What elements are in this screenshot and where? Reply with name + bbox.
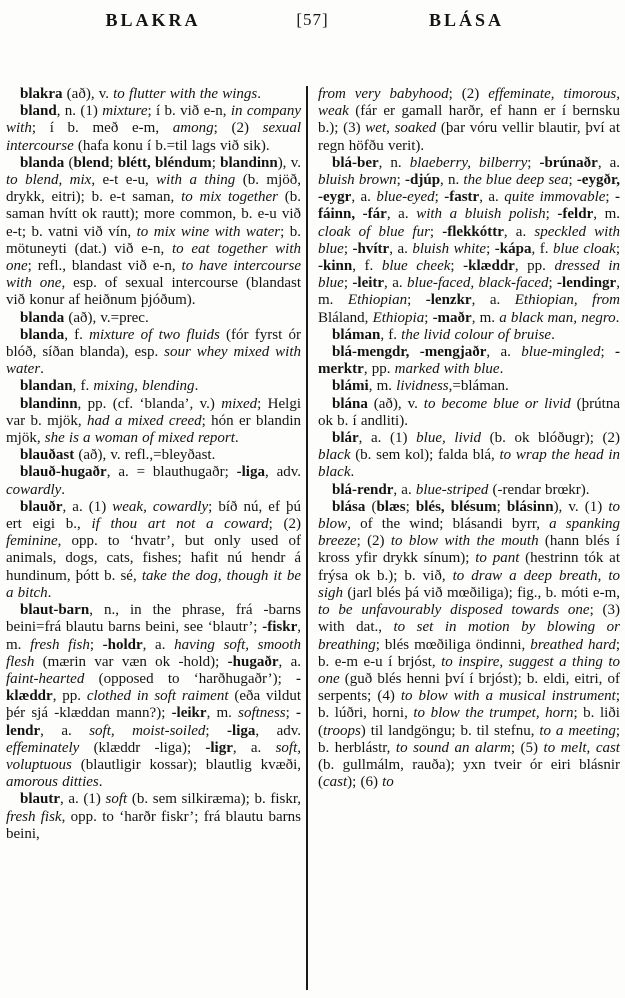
entry-segment: , a. xyxy=(232,739,276,756)
entry-segment: (blautligir kossar); blautlig kvæði, xyxy=(71,756,301,773)
entry-segment: from very babyhood xyxy=(318,86,449,102)
entry-segment: -ligr xyxy=(205,739,233,756)
entry-segment: if thou art not a coward xyxy=(91,516,269,533)
entry-segment: ; (3) with dat., xyxy=(318,602,620,636)
entry-segment: ; xyxy=(396,172,406,189)
entry-segment: quite immovable xyxy=(504,189,606,206)
entry-segment: to have intercourse with one xyxy=(6,258,302,292)
entry-segment: -eygðr, -eygr xyxy=(318,172,620,206)
entry-segment: having soft, smooth flesh xyxy=(6,636,301,670)
dictionary-entry xyxy=(6,602,301,791)
entry-segment: blanda xyxy=(20,154,65,171)
entry-segment: bland xyxy=(20,103,57,120)
entry-segment: (hestrinn tók at frýsa ok b.); b. við, xyxy=(318,550,620,584)
entry-segment: speckled with blue xyxy=(318,223,620,257)
entry-segment: ; blés mœðiliga öndinni, xyxy=(375,636,531,653)
entry-segment: , n. xyxy=(440,172,464,189)
entry-segment: , pp. xyxy=(52,688,87,705)
entry-segment: ; xyxy=(527,154,540,171)
entry-segment: to become blue or livid xyxy=(423,395,571,412)
entry-segment: blá-mengdr, -mengjaðr xyxy=(332,344,487,361)
entry-segment: , f. xyxy=(72,378,94,395)
entry-segment: . xyxy=(61,481,66,498)
entry-segment: , n. xyxy=(378,154,410,171)
entry-segment: a spanking breeze xyxy=(318,516,620,550)
page-number: [57] xyxy=(296,10,329,29)
entry-segment: blámi xyxy=(332,378,369,395)
entry-segment: ; xyxy=(285,705,297,722)
entry-segment: soft, voluptuous xyxy=(6,739,301,773)
entry-segment: (mærin var væn ok -hold); xyxy=(34,653,228,670)
entry-segment: (guð blés henni því í brjóst); b. eldi, eitri, of serpents; (4) xyxy=(318,670,620,705)
entry-segment: -lendr xyxy=(6,705,302,739)
dictionary-entry xyxy=(318,344,620,378)
entry-segment: ; xyxy=(205,722,228,739)
dictionary-entry xyxy=(6,155,301,310)
entry-segment: blend xyxy=(73,154,110,171)
entry-segment: blue-striped xyxy=(415,481,489,498)
entry-segment: effeminate, timorous, weak xyxy=(318,86,620,120)
entry-segment: , a. xyxy=(479,189,505,206)
entry-segment: take the dog, though it be a bitch xyxy=(6,567,302,601)
entry-segment: blue-eyed xyxy=(376,189,435,206)
right-column xyxy=(308,86,625,990)
entry-segment: , f. xyxy=(380,326,402,343)
entry-segment: (b. sem silkiræma); b. fiskr, xyxy=(127,791,301,808)
entry-segment: fresh fisk xyxy=(6,808,62,825)
entry-segment: ; (2) xyxy=(448,86,489,102)
entry-segment: . xyxy=(551,326,555,343)
entry-segment: . xyxy=(499,361,504,378)
entry-segment: blár xyxy=(332,430,359,447)
entry-segment: to xyxy=(382,774,394,791)
entry-segment: dressed in blue xyxy=(318,258,620,292)
entry-segment: Bláland, xyxy=(318,309,373,326)
entry-segment: , a. xyxy=(486,344,522,361)
entry-segment: -hugaðr xyxy=(227,653,279,670)
entry-segment: -merktr xyxy=(318,344,620,378)
entry-segment: (að), v. refl.,=bleyðast. xyxy=(74,447,216,464)
entry-segment: blue-faced, black-faced xyxy=(407,275,549,292)
entry-segment: to pant xyxy=(475,550,520,567)
entry-segment: blaut-barn xyxy=(20,602,90,619)
entry-segment: to a meeting xyxy=(539,722,616,739)
entry-segment: , m. xyxy=(471,309,500,326)
entry-segment: mixed xyxy=(221,395,258,412)
entry-segment: she is a woman of mixed report xyxy=(44,430,235,447)
entry-segment: mixture xyxy=(102,103,148,120)
entry-segment: weak, cowardly xyxy=(112,498,209,515)
entry-segment: -flekkóttr xyxy=(442,223,504,240)
entry-segment: -holdr xyxy=(102,636,143,653)
entry-segment: -klæddr xyxy=(463,258,515,275)
entry-segment: cowardly xyxy=(6,481,62,498)
entry-segment: with a bluish polish xyxy=(416,206,546,223)
dictionary-entry xyxy=(318,482,620,499)
entry-segment: , a. xyxy=(503,223,535,240)
entry-segment: to flutter with the wings xyxy=(113,86,258,102)
entry-segment: , n. (1) xyxy=(56,103,103,120)
dictionary-entry xyxy=(318,86,620,155)
entry-segment: mixing, blending xyxy=(93,378,195,395)
entry-segment: marked with blue xyxy=(394,361,500,378)
entry-segment: . xyxy=(350,464,355,481)
entry-segment: (klæddr -liga); xyxy=(79,739,206,756)
entry-segment: ; xyxy=(89,636,103,653)
entry-segment: (fár er gamall harðr, ef hann er í bernsku b.); (3) xyxy=(318,103,620,137)
entry-segment: . xyxy=(194,378,199,395)
entry-segment: to mix wine with water xyxy=(136,223,281,240)
entry-segment: , of the wind; blásandi byrr, xyxy=(347,516,550,533)
entry-segment: , pp. (cf. ‘blanda’, v.) xyxy=(77,395,222,412)
entry-segment: . xyxy=(615,309,620,326)
entry-segment: to mix together xyxy=(181,189,278,206)
entry-segment: -liga xyxy=(236,464,265,481)
entry-segment: ; b. herblástr, xyxy=(318,722,620,756)
entry-segment: blána xyxy=(332,395,368,412)
entry-segment: with a thing xyxy=(156,172,236,189)
entry-segment: to blow the trumpet, horn xyxy=(413,705,574,722)
dictionary-entry xyxy=(318,430,620,482)
entry-segment: to set in motion by blowing or breathing xyxy=(318,619,620,653)
entry-segment: (-rendar brœkr). xyxy=(488,481,590,498)
entry-segment: blétt, bléndum xyxy=(117,154,212,171)
entry-segment: to sound an alarm xyxy=(395,739,511,756)
entry-segment: -fáinn, -fár xyxy=(318,189,621,223)
entry-segment: -kápa xyxy=(494,240,532,257)
entry-segment: -feldr xyxy=(557,206,594,223)
dictionary-entry xyxy=(6,378,301,395)
entry-segment: , pp. xyxy=(363,361,395,378)
dictionary-entry xyxy=(6,396,301,448)
entry-segment: ; xyxy=(424,309,433,326)
entry-segment: to eat together with one xyxy=(6,240,301,275)
entry-segment: ; xyxy=(343,240,353,257)
entry-segment: . xyxy=(47,584,52,601)
entry-segment: (að), v.=prec. xyxy=(64,309,149,326)
entry-segment: (b. mjöð, drykk, eitri); b. e-t saman, xyxy=(6,172,301,206)
entry-segment: (eða vildut þér sjá -klæddan mann?); xyxy=(6,688,301,722)
entry-segment: -kinn xyxy=(318,258,353,275)
entry-segment: (þar vóru vellir blautir, því at regn höfðu verit). xyxy=(318,120,621,154)
entry-segment: (fór fyrst ór blóð, síðan blanda), esp. xyxy=(6,326,301,361)
entry-segment: blása xyxy=(332,498,366,515)
entry-segment: ; xyxy=(211,154,221,171)
entry-segment: ; b. e-m e-u í brjóst, xyxy=(318,636,620,670)
entry-segment: blandan xyxy=(20,378,73,395)
entry-segment: (jarl blés þá við mœðiliga); fig., b. móti e-m, xyxy=(343,584,620,601)
entry-segment: , n., in the phrase, frá -barns beini=frá blautu barns beini, see ‘blautr’; xyxy=(6,602,301,636)
entry-segment: , m. xyxy=(368,378,397,395)
entry-segment: ; xyxy=(450,258,464,275)
entry-segment: blaeberry, bilberry xyxy=(409,154,528,171)
entry-segment: , a. (1) xyxy=(358,430,417,447)
entry-segment: (b. saman hvítt ok rautt); more common, b. e-u við e-t; b. vatni við vín, xyxy=(6,189,301,240)
entry-segment: ; (2) xyxy=(268,516,302,533)
entry-segment: sour whey mixed with water xyxy=(6,344,301,378)
entry-segment: ; b. liði ( xyxy=(318,705,620,739)
entry-segment: , a. xyxy=(389,240,413,257)
entry-segment: -brúnaðr xyxy=(539,154,598,171)
entry-segment: -leitr xyxy=(352,275,385,292)
entry-segment: cloak of blue fur xyxy=(318,223,430,240)
entry-segment: to blow with the mouth xyxy=(390,533,539,550)
entry-segment: -djúp xyxy=(405,172,441,189)
entry-segment: (að), v. xyxy=(62,86,114,102)
entry-segment: ; bíð nú, ef þú ert eigi b., xyxy=(6,498,301,533)
entry-segment: ) til landgöngu; b. til stefnu, xyxy=(360,722,540,739)
entry-segment: Ethiopian xyxy=(347,292,408,309)
entry-segment: blandinn xyxy=(220,154,278,171)
entry-segment: blásinn xyxy=(506,498,554,515)
entry-segment: mixture of two fluids xyxy=(89,326,220,343)
entry-segment: (b. sem kol); falda blá, xyxy=(350,447,500,464)
entry-segment: ; xyxy=(600,344,615,361)
entry-segment: , m. xyxy=(6,619,301,653)
entry-segment: , opp. to ‘hvatr’, but only used of animals, dogs, cats, fishes; hafit nú hendr á hundinum, þótt b. sé, xyxy=(6,533,301,584)
entry-segment: (b. ok blóðugr); (2) xyxy=(481,430,620,447)
dictionary-entry xyxy=(6,86,301,103)
entry-segment: blue-mingled xyxy=(521,344,601,361)
running-head-left-word: BLAKRA xyxy=(105,10,201,30)
entry-segment: . xyxy=(40,361,44,378)
entry-segment: blandinn xyxy=(20,395,78,412)
entry-segment: ; xyxy=(496,498,507,515)
entry-segment: ; xyxy=(405,498,416,515)
entry-segment: ( xyxy=(365,498,377,515)
entry-segment: bluish brown xyxy=(318,172,397,189)
dictionary-entry xyxy=(6,103,301,155)
dictionary-entry xyxy=(6,464,301,498)
entry-segment: , a. xyxy=(278,653,301,670)
entry-segment: ; í b. við e-n, xyxy=(147,103,231,120)
entry-segment: , a. xyxy=(142,636,175,653)
entry-segment: the livid colour of bruise xyxy=(401,326,552,343)
entry-segment: -fastr xyxy=(444,189,480,206)
entry-segment: to blow with a musical instrument xyxy=(400,688,616,705)
entry-segment: ; xyxy=(568,172,577,189)
entry-segment: to be unfavourably disposed towards one xyxy=(318,602,590,619)
entry-segment: the blue deep sea xyxy=(463,172,569,189)
entry-segment: -liga xyxy=(227,722,256,739)
entry-segment: in company with xyxy=(6,103,301,137)
entry-segment: ; xyxy=(429,223,443,240)
entry-segment: Ethiopian, from xyxy=(514,292,620,309)
dictionary-entry xyxy=(318,378,620,395)
entry-segment: breathed hard xyxy=(530,636,616,653)
entry-segment: blue cheek xyxy=(381,258,451,275)
entry-segment: black xyxy=(318,447,351,464)
entry-segment: (opposed to ‘harðhugaðr’); xyxy=(84,670,296,687)
entry-segment: blue cloak xyxy=(552,240,616,257)
entry-segment: blæs xyxy=(376,498,406,515)
entry-segment: ; xyxy=(615,240,620,257)
entry-segment: wet, soaked xyxy=(365,120,437,137)
entry-segment: ), v. xyxy=(277,154,301,171)
entry-segment: , a. xyxy=(351,189,377,206)
entry-segment: , f. xyxy=(352,258,382,275)
entry-segment: amorous ditties xyxy=(6,774,99,791)
entry-segment: . xyxy=(98,774,103,791)
entry-segment: to melt, cast xyxy=(543,739,620,756)
entry-segment: , a. xyxy=(384,275,408,292)
running-head-right-word: BLÁSA xyxy=(428,10,505,30)
entry-segment: to blend, mix xyxy=(6,172,92,189)
entry-segment: , adv. xyxy=(255,722,301,739)
dictionary-entry xyxy=(318,155,620,327)
entry-segment: ; xyxy=(548,275,558,292)
entry-segment: blautr xyxy=(20,791,61,808)
entry-segment: blanda xyxy=(20,326,65,343)
entry-segment: blauðr xyxy=(20,498,63,515)
entry-segment: , pp. xyxy=(514,258,555,275)
entry-segment: feminine xyxy=(6,533,58,550)
entry-segment: cast xyxy=(323,774,348,791)
entry-segment: , a. (1) xyxy=(60,791,106,808)
entry-segment: , adv. xyxy=(264,464,302,481)
dictionary-entry xyxy=(318,327,620,344)
entry-segment: ; Helgi var b. mjök, xyxy=(6,395,301,429)
entry-segment: -hvítr xyxy=(352,240,390,257)
entry-segment: , a. xyxy=(386,206,417,223)
entry-segment: ; (2) xyxy=(213,120,263,137)
entry-segment: among xyxy=(172,120,214,137)
entry-segment: -klæddr xyxy=(6,670,301,705)
entry-segment: ; (5) xyxy=(510,739,544,756)
entry-segment: to inspire, suggest a thing to one xyxy=(318,653,620,687)
entry-segment: bluish white xyxy=(412,240,487,257)
dictionary-entry xyxy=(6,791,301,843)
text-columns xyxy=(0,86,625,990)
running-head xyxy=(0,0,625,86)
entry-segment: (hafa konu í b.=til lags við sik). xyxy=(73,137,270,154)
entry-segment: ; b. mötuneyti (dat.) við e-n, xyxy=(6,223,301,257)
entry-segment: ); (6) xyxy=(347,774,383,791)
entry-segment: (þrútna ok b. í andliti). xyxy=(318,395,620,429)
entry-segment: blauðast xyxy=(20,447,75,464)
entry-segment: ; xyxy=(343,275,353,292)
entry-segment: bláman xyxy=(332,326,381,343)
entry-segment: ,=bláman. xyxy=(448,378,509,395)
entry-segment: , opp. to ‘harðr fiskr’; frá blautu barns beini, xyxy=(6,808,301,842)
entry-segment: (hann blés í kross yfir drykk sínum); xyxy=(318,533,621,567)
entry-segment: ; xyxy=(486,240,495,257)
entry-segment: ( xyxy=(64,154,74,171)
entry-segment: blakra xyxy=(20,86,63,102)
entry-segment: -maðr xyxy=(432,309,472,326)
entry-segment: had a mixed creed xyxy=(87,412,202,429)
entry-segment: lividness xyxy=(396,378,449,395)
dictionary-entry xyxy=(6,327,301,379)
entry-segment: , a. xyxy=(393,481,416,498)
entry-segment: to draw a deep breath, to sigh xyxy=(318,567,620,601)
entry-segment: (b. gullmálm, rauða); yxn tveir ór eiri blásnir ( xyxy=(318,756,620,791)
entry-segment: -leikr xyxy=(171,705,207,722)
entry-segment: sexual intercourse xyxy=(6,120,301,154)
entry-segment: -fiskr xyxy=(262,619,298,636)
entry-segment: ; xyxy=(407,292,426,309)
entry-segment: . xyxy=(234,430,239,447)
entry-segment: ; b. lúðri, horni, xyxy=(318,688,620,722)
entry-segment: , a. xyxy=(40,722,90,739)
entry-segment: ), v. (1) xyxy=(553,498,609,515)
entry-segment: to wrap the head in black xyxy=(318,447,620,481)
dictionary-entry xyxy=(318,499,620,791)
entry-segment: , a. (1) xyxy=(62,498,113,515)
entry-segment: soft, moist-soiled xyxy=(89,722,206,739)
entry-segment: , a. xyxy=(471,292,515,309)
entry-segment: , m. xyxy=(206,705,239,722)
entry-segment: effeminately xyxy=(6,739,80,756)
entry-segment: -lendingr xyxy=(557,275,617,292)
entry-segment: , f. xyxy=(64,326,90,343)
entry-segment: fresh fish xyxy=(30,636,90,653)
entry-segment: blue, livid xyxy=(416,430,481,447)
entry-segment: ; í b. með e-m, xyxy=(31,120,173,137)
entry-segment: , e-t e-u, xyxy=(91,172,157,189)
entry-segment: . xyxy=(257,86,261,102)
dictionary-entry xyxy=(6,447,301,464)
entry-segment: troops xyxy=(323,722,361,739)
entry-segment: -lenzkr xyxy=(425,292,472,309)
dictionary-entry xyxy=(6,499,301,602)
entry-segment: , a. = blauthugaðr; xyxy=(106,464,237,481)
entry-segment: , a. xyxy=(597,154,620,171)
entry-segment: ; hón er blandin mjök, xyxy=(6,412,301,447)
entry-segment: , m. xyxy=(593,206,620,223)
entry-segment: clothed in soft raiment xyxy=(86,688,229,705)
entry-segment: soft xyxy=(105,791,128,808)
dictionary-entry xyxy=(6,310,301,327)
entry-segment: ; refl., blandast við e-n, xyxy=(27,258,182,275)
dictionary-entry xyxy=(318,396,620,430)
entry-segment: , esp. of sexual intercourse (blandast við konur af heiðnum þjóðum). xyxy=(6,275,301,309)
entry-segment: to blow xyxy=(318,498,621,533)
entry-segment: , m. xyxy=(318,275,620,309)
entry-segment: ; xyxy=(434,189,445,206)
entry-segment: blés, blésum xyxy=(415,498,497,515)
left-column xyxy=(0,86,306,990)
entry-segment: blauð-hugaðr xyxy=(20,464,107,481)
entry-segment: (að), v. xyxy=(367,395,424,412)
entry-segment: a black man, negro xyxy=(499,309,616,326)
entry-segment: ; xyxy=(109,154,118,171)
entry-segment: , f. xyxy=(531,240,553,257)
entry-segment: blanda xyxy=(20,309,65,326)
entry-segment: ; (2) xyxy=(356,533,391,550)
entry-segment: faint-hearted xyxy=(6,670,85,687)
entry-segment: ; xyxy=(545,206,558,223)
entry-segment: Ethiopia xyxy=(372,309,425,326)
entry-segment: softness xyxy=(238,705,286,722)
entry-segment: blá-rendr xyxy=(332,481,394,498)
entry-segment: ; xyxy=(605,189,616,206)
entry-segment: blá-ber xyxy=(332,154,379,171)
